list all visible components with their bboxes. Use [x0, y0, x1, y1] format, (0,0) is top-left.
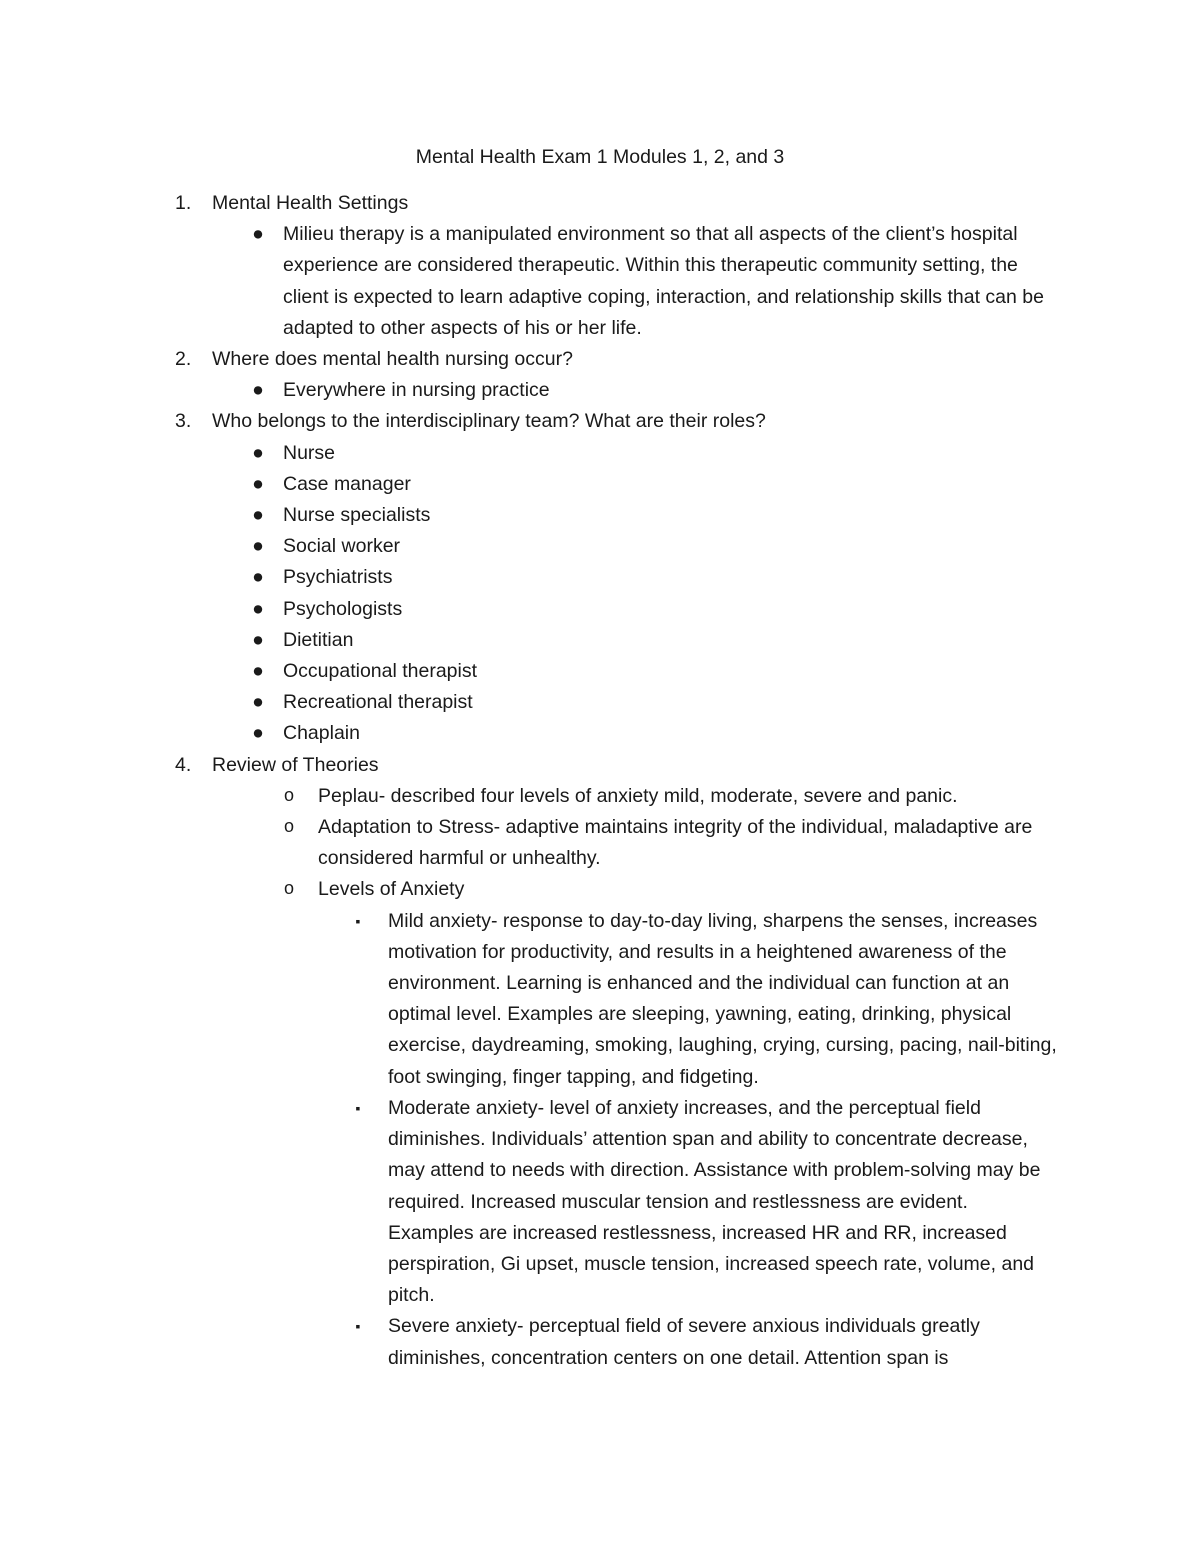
- bullet-item: [0, 718, 1063, 749]
- section-number: 3.: [175, 410, 192, 433]
- bullet-disc-icon: ●: [252, 660, 264, 683]
- bullet-text: Psychiatrists: [283, 566, 393, 589]
- bullet-square-icon: ▪: [355, 1099, 361, 1116]
- section-heading: Where does mental health nursing occur?: [212, 348, 573, 371]
- anxiety-level-item: [0, 906, 1058, 1093]
- bullet-disc-icon: ●: [252, 441, 264, 464]
- bullet-disc-icon: ●: [252, 223, 264, 246]
- section-3: [0, 406, 1072, 437]
- bullet-disc-icon: ●: [252, 722, 264, 745]
- bullet-disc-icon: ●: [252, 597, 264, 620]
- bullet-text: Nurse specialists: [283, 504, 431, 527]
- document-title: Mental Health Exam 1 Modules 1, 2, and 3: [415, 146, 785, 168]
- bullet-item: [0, 438, 1063, 469]
- bullet-disc-icon: ●: [252, 379, 264, 402]
- section-heading: Review of Theories: [212, 753, 379, 776]
- bullet-text: Dietitian: [283, 628, 354, 651]
- theory-item: [0, 874, 1058, 905]
- bullet-text: Nurse: [283, 441, 336, 464]
- bullet-item: [0, 594, 1063, 625]
- section-4: [0, 750, 1072, 781]
- bullet-disc-icon: ●: [252, 504, 264, 527]
- bullet-item: [0, 625, 1063, 656]
- bullet-disc-icon: ●: [252, 566, 264, 589]
- bullet-text: Recreational therapist: [283, 691, 473, 714]
- section-heading: Mental Health Settings: [212, 192, 409, 214]
- section-number: 1.: [175, 192, 192, 214]
- bullet-item: [0, 500, 1063, 531]
- bullet-item: [0, 375, 1063, 406]
- anxiety-level-text: Moderate anxiety- level of anxiety increases, and the perceptual field diminishes. Individuals’ attention span and ability to concentrate decrease, may attend to needs with direction. Assistance with problem-solving may be required. Increased muscular tension and restlessness are evident. Examples are increased restlessness, increased HR and RR, increased perspiration, Gi upset, muscle tension, increased speech rate, volume, and pitch.: [388, 1096, 1041, 1307]
- bullet-text: Chaplain: [283, 722, 360, 745]
- bullet-disc-icon: ●: [252, 628, 264, 651]
- bullet-item: [0, 656, 1063, 687]
- bullet-disc-icon: ●: [252, 535, 264, 558]
- bullet-disc-icon: ●: [252, 691, 264, 714]
- bullet-item: [0, 219, 1063, 344]
- bullet-circle-icon: o: [283, 816, 294, 837]
- bullet-text: Milieu therapy is a manipulated environment so that all aspects of the client’s hospital experience are considered therapeutic. Within this therapeutic community setting, the client is expected to learn adaptive coping, interaction, and relationship skills that can be adapted to other aspects of his or her life.: [283, 223, 1044, 339]
- section-number: 4.: [175, 753, 192, 776]
- section-2: [0, 344, 1072, 375]
- theory-text: Adaptation to Stress- adaptive maintains integrity of the individual, maladaptive are considered harmful or unhealthy.: [318, 816, 1033, 870]
- section-1: [0, 188, 1072, 219]
- bullet-text: Everywhere in nursing practice: [283, 379, 550, 402]
- theory-text: Peplau- described four levels of anxiety mild, moderate, severe and panic.: [318, 784, 958, 807]
- anxiety-level-item: [0, 1093, 1058, 1311]
- bullet-square-icon: ▪: [355, 912, 361, 929]
- bullet-text: Social worker: [283, 535, 401, 558]
- bullet-item: [0, 531, 1063, 562]
- anxiety-level-text: Mild anxiety- response to day-to-day living, sharpens the senses, increases motivation for productivity, and results in a heightened awareness of the environment. Learning is enhanced and the individual can function at an optimal level. Examples are sleeping, yawning, eating, drinking, physical exercise, daydreaming, smoking, laughing, crying, cursing, pacing, nail-biting, foot swinging, finger tapping, and fidgeting.: [388, 909, 1057, 1088]
- bullet-circle-icon: o: [283, 784, 294, 805]
- section-number: 2.: [175, 348, 192, 371]
- bullet-circle-icon: o: [283, 878, 294, 899]
- bullet-item: [0, 562, 1063, 593]
- bullet-disc-icon: ●: [252, 472, 264, 495]
- theory-text: Levels of Anxiety: [318, 878, 465, 901]
- theory-item: [0, 781, 1058, 812]
- bullet-text: Psychologists: [283, 597, 403, 620]
- anxiety-level-item: [0, 1311, 1058, 1373]
- bullet-item: [0, 469, 1063, 500]
- outline: [0, 188, 1200, 1374]
- bullet-text: Occupational therapist: [283, 660, 478, 683]
- bullet-square-icon: ▪: [355, 1318, 361, 1335]
- bullet-text: Case manager: [283, 472, 411, 495]
- section-heading: Who belongs to the interdisciplinary team? What are their roles?: [212, 410, 766, 433]
- theory-item: [0, 812, 1058, 874]
- bullet-item: [0, 687, 1063, 718]
- anxiety-level-text: Severe anxiety- perceptual field of severe anxious individuals greatly diminishes, concentration centers on one detail. Attention span is: [388, 1315, 980, 1369]
